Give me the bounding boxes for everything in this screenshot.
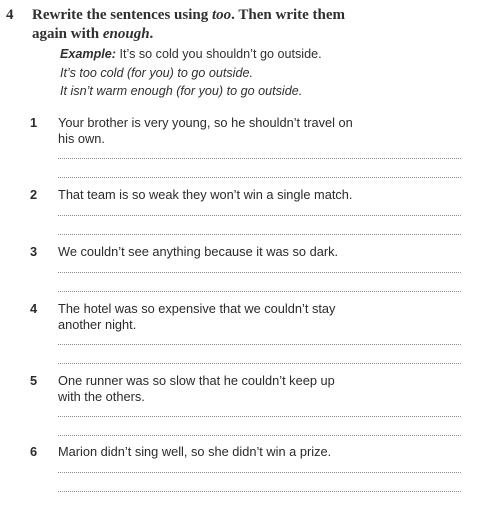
answer-line[interactable]: [58, 272, 461, 273]
item-text-line: One runner was so slow that he couldn’t keep up: [58, 373, 335, 388]
item-text-line: with the others.: [58, 388, 145, 404]
instruction-keyword-enough: enough: [102, 26, 150, 42]
instruction-text: .: [149, 26, 154, 42]
instruction-keyword-too: too: [211, 7, 232, 23]
answer-line[interactable]: [58, 344, 461, 345]
answer-line[interactable]: [58, 435, 461, 436]
answer-line[interactable]: [58, 215, 461, 216]
item-text-line: his own.: [58, 130, 105, 146]
instruction-text: . Then write them: [231, 7, 346, 23]
instruction-text: Rewrite the sentences using: [32, 7, 212, 23]
exercise-number: 4: [6, 7, 14, 23]
example-answer-enough: It isn’t warm enough (for you) to go outside.: [60, 84, 303, 98]
example-sentence: It’s so cold you shouldn’t go outside.: [116, 47, 322, 61]
item-text: [58, 187, 468, 203]
answer-line[interactable]: [58, 363, 461, 364]
example-block: [60, 45, 480, 101]
answer-line[interactable]: [58, 291, 461, 292]
answer-line[interactable]: [58, 234, 461, 235]
item-number: 3: [30, 244, 38, 259]
instruction-text: again with: [32, 26, 103, 42]
item-text: [58, 115, 468, 146]
example-label: Example:: [60, 47, 116, 61]
item-text: [58, 373, 468, 404]
item-text-line: We couldn’t see anything because it was so dark.: [58, 244, 339, 259]
item-number: 4: [30, 301, 38, 316]
item-text-line: Your brother is very young, so he shouldn’t travel on: [58, 115, 353, 130]
item-text-line: another night.: [58, 316, 137, 332]
item-text-line: Marion didn’t sing well, so she didn’t win a prize.: [58, 444, 332, 459]
item-text: [58, 244, 468, 260]
item-text: [58, 444, 468, 460]
item-text-line: That team is so weak they won’t win a single match.: [58, 187, 353, 202]
item-text-line: The hotel was so expensive that we couldn’t stay: [58, 301, 336, 316]
answer-line[interactable]: [58, 491, 461, 492]
item-number: 1: [30, 115, 38, 130]
exercise-instruction: [32, 6, 462, 44]
example-answer-too: It’s too cold (for you) to go outside.: [60, 65, 253, 80]
answer-line[interactable]: [58, 177, 461, 178]
answer-line[interactable]: [58, 472, 461, 473]
item-number: 5: [30, 373, 38, 388]
answer-line[interactable]: [58, 416, 461, 417]
item-number: 2: [30, 187, 38, 202]
example-sentence-line: [60, 45, 480, 64]
answer-line[interactable]: [58, 158, 461, 159]
item-text: [58, 301, 468, 332]
item-number: 6: [30, 444, 38, 459]
